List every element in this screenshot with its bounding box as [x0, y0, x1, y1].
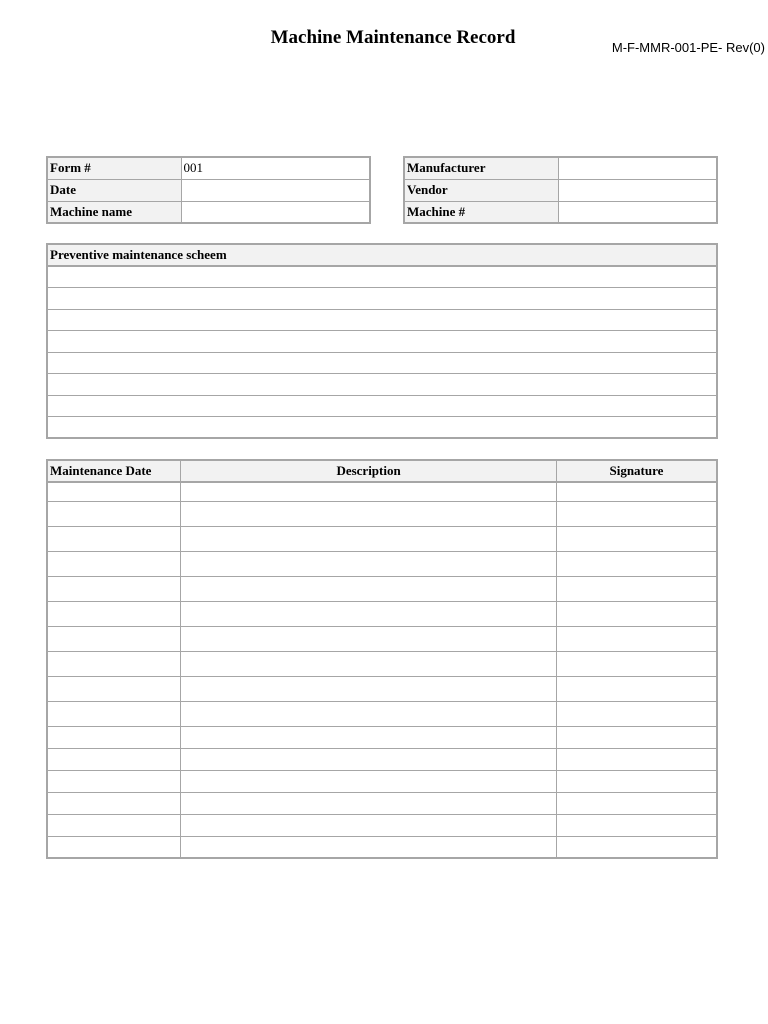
description-cell[interactable]: [181, 651, 557, 676]
maintenance-date-cell[interactable]: [47, 526, 181, 551]
form-number-field[interactable]: 001: [181, 157, 370, 179]
description-cell[interactable]: [181, 482, 557, 501]
maintenance-date-cell[interactable]: [47, 501, 181, 526]
table-row: [47, 395, 717, 417]
table-row: [47, 701, 717, 726]
description-cell[interactable]: [181, 726, 557, 748]
description-header: Description: [181, 460, 557, 482]
description-cell[interactable]: [181, 814, 557, 836]
maintenance-date-cell[interactable]: [47, 651, 181, 676]
maintenance-date-cell[interactable]: [47, 792, 181, 814]
table-row: [47, 792, 717, 814]
maintenance-date-cell[interactable]: [47, 676, 181, 701]
signature-cell[interactable]: [556, 770, 717, 792]
signature-cell[interactable]: [556, 601, 717, 626]
table-row: [47, 288, 717, 310]
manufacturer-field[interactable]: [558, 157, 717, 179]
description-cell[interactable]: [181, 626, 557, 651]
preventive-maintenance-table: [46, 243, 718, 439]
table-row: [47, 676, 717, 701]
description-cell[interactable]: [181, 748, 557, 770]
table-row: [47, 374, 717, 396]
signature-cell[interactable]: [556, 701, 717, 726]
signature-cell[interactable]: [556, 792, 717, 814]
table-row: [47, 726, 717, 748]
preventive-cell[interactable]: [47, 395, 717, 417]
table-row: [47, 814, 717, 836]
table-row: [47, 417, 717, 439]
table-row: [47, 266, 717, 288]
manufacturer-label: Manufacturer: [404, 157, 558, 179]
signature-cell[interactable]: [556, 836, 717, 858]
info-row-machine-number: [404, 201, 717, 223]
signature-cell[interactable]: [556, 748, 717, 770]
date-field[interactable]: [181, 179, 370, 201]
info-row-machine-name: [47, 201, 370, 223]
table-row: [47, 770, 717, 792]
description-cell[interactable]: [181, 551, 557, 576]
preventive-cell[interactable]: [47, 331, 717, 353]
description-cell[interactable]: [181, 701, 557, 726]
info-row-vendor: [404, 179, 717, 201]
machine-number-label: Machine #: [404, 201, 558, 223]
table-row: [47, 551, 717, 576]
table-row: [47, 352, 717, 374]
maintenance-date-cell[interactable]: [47, 701, 181, 726]
info-row-manufacturer: [404, 157, 717, 179]
preventive-cell[interactable]: [47, 266, 717, 288]
description-cell[interactable]: [181, 836, 557, 858]
signature-cell[interactable]: [556, 501, 717, 526]
preventive-cell[interactable]: [47, 417, 717, 439]
maintenance-date-cell[interactable]: [47, 551, 181, 576]
maintenance-date-cell[interactable]: [47, 814, 181, 836]
info-row-date: [47, 179, 370, 201]
maintenance-date-cell[interactable]: [47, 626, 181, 651]
machine-name-field[interactable]: [181, 201, 370, 223]
table-row: [47, 526, 717, 551]
preventive-maintenance-header: Preventive maintenance scheem: [47, 244, 717, 266]
info-row-form: [47, 157, 370, 179]
description-cell[interactable]: [181, 501, 557, 526]
table-row: [47, 309, 717, 331]
machine-info-table-right: [403, 156, 718, 224]
maintenance-date-cell[interactable]: [47, 601, 181, 626]
preventive-cell[interactable]: [47, 374, 717, 396]
description-cell[interactable]: [181, 770, 557, 792]
date-label: Date: [47, 179, 181, 201]
signature-cell[interactable]: [556, 576, 717, 601]
document-title: Machine Maintenance Record: [270, 27, 516, 48]
machine-name-label: Machine name: [47, 201, 181, 223]
preventive-cell[interactable]: [47, 309, 717, 331]
maintenance-date-cell[interactable]: [47, 576, 181, 601]
maintenance-date-cell[interactable]: [47, 770, 181, 792]
signature-header: Signature: [556, 460, 717, 482]
table-row: [47, 748, 717, 770]
description-cell[interactable]: [181, 676, 557, 701]
description-cell[interactable]: [181, 526, 557, 551]
preventive-cell[interactable]: [47, 288, 717, 310]
preventive-cell[interactable]: [47, 352, 717, 374]
document-code: M-F-MMR-001-PE- Rev(0): [611, 40, 765, 55]
signature-cell[interactable]: [556, 526, 717, 551]
maintenance-log-table: [46, 459, 718, 859]
signature-cell[interactable]: [556, 726, 717, 748]
signature-cell[interactable]: [556, 482, 717, 501]
vendor-field[interactable]: [558, 179, 717, 201]
table-row: [47, 651, 717, 676]
form-number-label: Form #: [47, 157, 181, 179]
signature-cell[interactable]: [556, 626, 717, 651]
signature-cell[interactable]: [556, 814, 717, 836]
description-cell[interactable]: [181, 576, 557, 601]
table-row: [47, 482, 717, 501]
description-cell[interactable]: [181, 601, 557, 626]
machine-info-table-left: [46, 156, 371, 224]
signature-cell[interactable]: [556, 676, 717, 701]
table-row: [47, 501, 717, 526]
signature-cell[interactable]: [556, 651, 717, 676]
table-row: [47, 576, 717, 601]
maintenance-date-cell[interactable]: [47, 836, 181, 858]
maintenance-date-cell[interactable]: [47, 748, 181, 770]
table-row: [47, 836, 717, 858]
machine-number-field[interactable]: [558, 201, 717, 223]
signature-cell[interactable]: [556, 551, 717, 576]
maintenance-date-header: Maintenance Date: [47, 460, 181, 482]
maintenance-date-cell[interactable]: [47, 726, 181, 748]
table-row: [47, 601, 717, 626]
vendor-label: Vendor: [404, 179, 558, 201]
table-row: [47, 331, 717, 353]
maintenance-log-body: [47, 482, 717, 858]
table-row: [47, 626, 717, 651]
description-cell[interactable]: [181, 792, 557, 814]
maintenance-date-cell[interactable]: [47, 482, 181, 501]
